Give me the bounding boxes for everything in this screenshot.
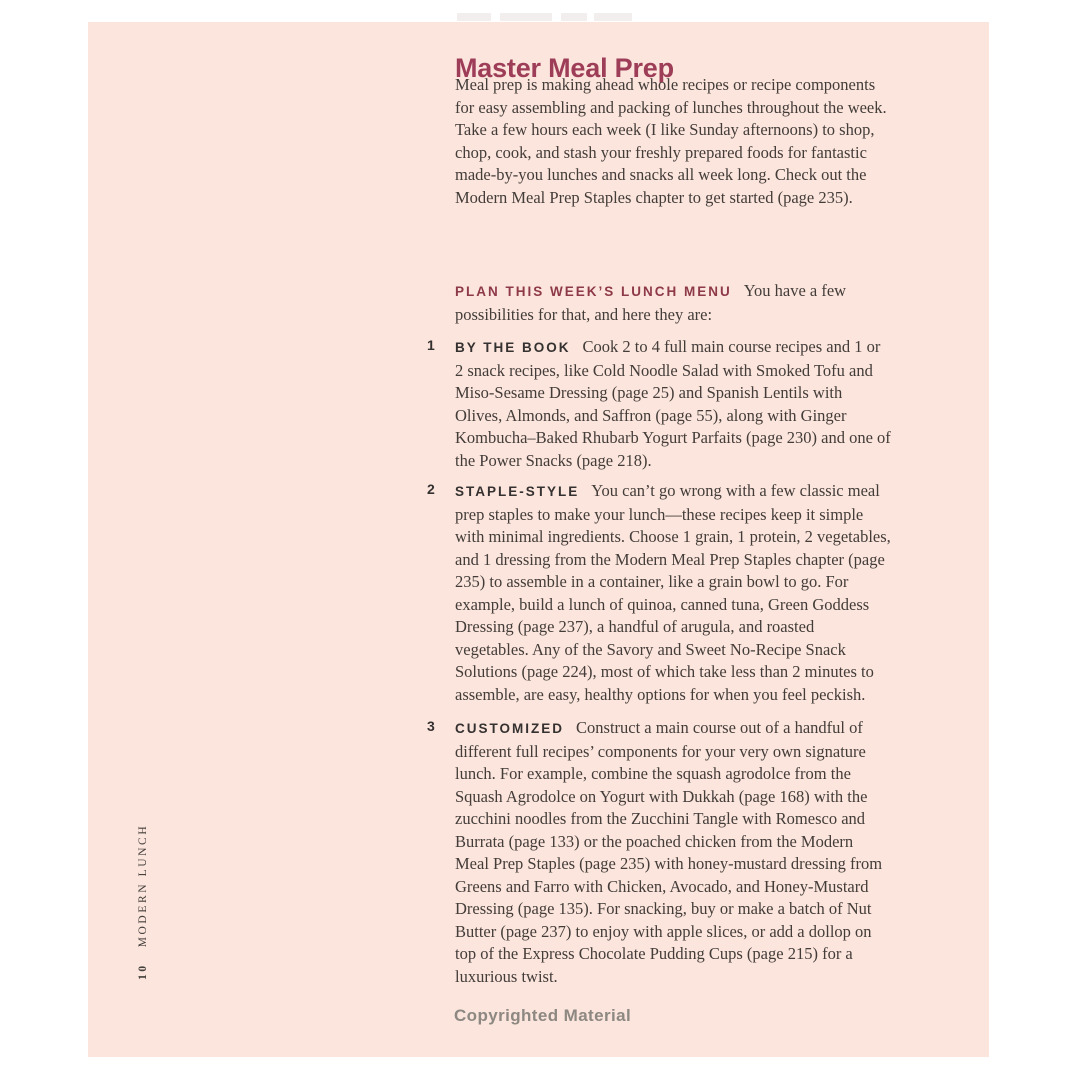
list-item-text: Cook 2 to 4 full main course recipes and 1 or 2 snack recipes, like Cold Noodle Salad with Smoked Tofu and Miso-Sesame Dressing (page 25) and Spanish Lentils with Olives, Almonds, and Saffron (page 55), along with Ginger Kombucha–Baked Rhubarb Yogurt Parfaits (page 230) and one of the Power Snacks (page 218). (455, 337, 891, 470)
plan-section-text: You have a few possibilities for that, and here they are: (455, 281, 847, 324)
list-item-staple-style (427, 480, 891, 706)
list-item-body (455, 480, 891, 706)
list-item-label: CUSTOMIZED (455, 721, 565, 736)
copyrighted-material-notice: Copyrighted Material (454, 1006, 632, 1025)
plan-section-label: PLAN THIS WEEK’S LUNCH MENU (455, 284, 732, 299)
list-item-body (455, 336, 891, 472)
list-item-text: You can’t go wrong with a few classic meal prep staples to make your lunch—these recipes keep it simple with minimal ingredients. Choose 1 grain, 1 protein, 2 vegetables, and 1 dressing from the Modern Meal Prep Staples chapter (page 235) to assemble in a container, like a grain bowl to go. For example, build a lunch of quinoa, canned tuna, Green Goddess Dressing (page 237), a handful of arugula, and roasted vegetables. Any of the Savory and Sweet No-Recipe Snack Solutions (page 224), most of which take less than 2 minutes to assemble, are easy, healthy options for when you feel peckish. (455, 481, 891, 704)
list-item-by-the-book (427, 336, 891, 472)
list-item-customized (427, 717, 891, 988)
spine-running-head (137, 824, 149, 980)
cut-off-header-remnant (500, 13, 552, 21)
plan-section (455, 280, 891, 326)
intro-paragraph: Meal prep is making ahead whole recipes or recipe components for easy assembling and packing of lunches throughout the week. Take a few hours each week (I like Sunday afternoons) to shop, chop, cook, and stash your freshly prepared foods for fantastic made-by-you lunches and snacks all week long. Check out the Modern Meal Prep Staples chapter to get started (page 235). (455, 75, 887, 207)
spine-page-number: 10 (137, 963, 149, 980)
list-item-text: Construct a main course out of a handful of different full recipes’ components for your very own signature lunch. For example, combine the squash agrodolce from the Squash Agrodolce on Yogurt with Dukkah (page 168) with the zucchini noodles from the Zucchini Tangle with Romesco and Burrata (page 133) or the poached chicken from the Modern Meal Prep Staples (page 235) with honey-mustard dressing from Greens and Farro with Chicken, Avocado, and Honey-Mustard Dressing (page 135). For snacking, buy or make a batch of Nut Butter (page 237) to enjoy with apple slices, or add a dollop on top of the Express Chocolate Pudding Cups (page 215) for a luxurious twist. (455, 718, 883, 986)
list-item-number: 1 (427, 337, 435, 353)
list-item-label: STAPLE-STYLE (455, 484, 580, 499)
cut-off-header-remnant (457, 13, 491, 21)
page-title: Master Meal Prep (455, 53, 674, 84)
list-item-label: BY THE BOOK (455, 340, 571, 355)
cut-off-header-remnant (561, 13, 587, 21)
cut-off-header-remnant (594, 13, 632, 21)
list-item-body (455, 717, 891, 988)
spine-book-title: MODERN LUNCH (137, 823, 149, 948)
list-item-number: 3 (427, 718, 435, 734)
list-item-number: 2 (427, 481, 435, 497)
